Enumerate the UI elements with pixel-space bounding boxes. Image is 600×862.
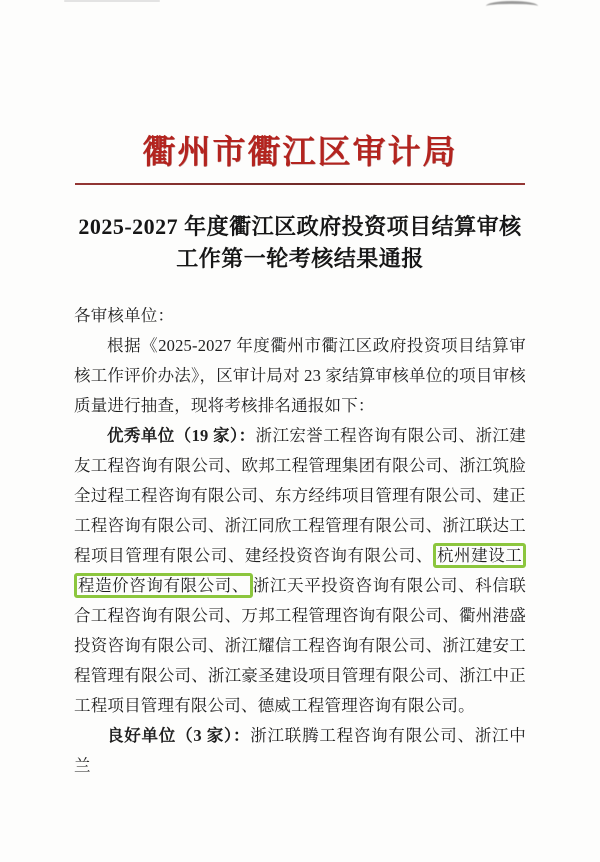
intro-paragraph: 根据《2025-2027 年度衢州市衢江区政府投资项目结算审核工作评价办法》，区审计局对 23 家结算审核单位的项目审核质量进行抽查，现将考核排名通报如下：: [74, 336, 526, 415]
document-title-line1: 2025-2027 年度衢江区政府投资项目结算审核: [78, 214, 522, 239]
scan-artifact-top-right: [486, 1, 538, 6]
document-title: [0, 211, 600, 275]
excellent-units-paragraph: [74, 421, 526, 721]
excellent-companies-before-highlight: 浙江宏誉工程咨询有限公司、浙江建友工程咨询有限公司、欧邦工程管理集团有限公司、浙江筑脸全过程工程咨询有限公司、东方经纬项目管理有限公司、建正工程咨询有限公司、浙江同欣工程管理有限公司、浙江联达工程项目管理有限公司、建经投资咨询有限公司、: [74, 426, 527, 565]
good-companies-text: 浙江联腾工程咨询有限公司、浙江中兰: [74, 726, 527, 775]
excellent-units-label: 优秀单位（19 家）：: [107, 426, 256, 445]
scan-artifact-top-left: [64, 0, 160, 2]
good-units-paragraph: [74, 721, 526, 781]
letterhead-rule: [75, 183, 525, 185]
highlighted-company-annotation-box: 杭州建设工程造价咨询有限公司、: [74, 543, 526, 598]
letterhead-title: 衢州市衢江区审计局: [142, 135, 458, 171]
excellent-companies-after-highlight: 浙江天平投资咨询有限公司、科信联合工程咨询有限公司、万邦工程管理咨询有限公司、衢州港盛投资咨询有限公司、浙江耀信工程咨询有限公司、浙江建安工程管理有限公司、浙江豪圣建设项目管理有限公司、浙江中正工程项目管理有限公司、德威工程管理咨询有限公司。: [74, 576, 527, 715]
salutation: 各审核单位：: [74, 306, 175, 325]
good-units-label: 良好单位（3 家）：: [107, 726, 251, 745]
document-body: [74, 301, 526, 781]
document-title-line2: 工作第一轮考核结果通报: [176, 246, 424, 271]
